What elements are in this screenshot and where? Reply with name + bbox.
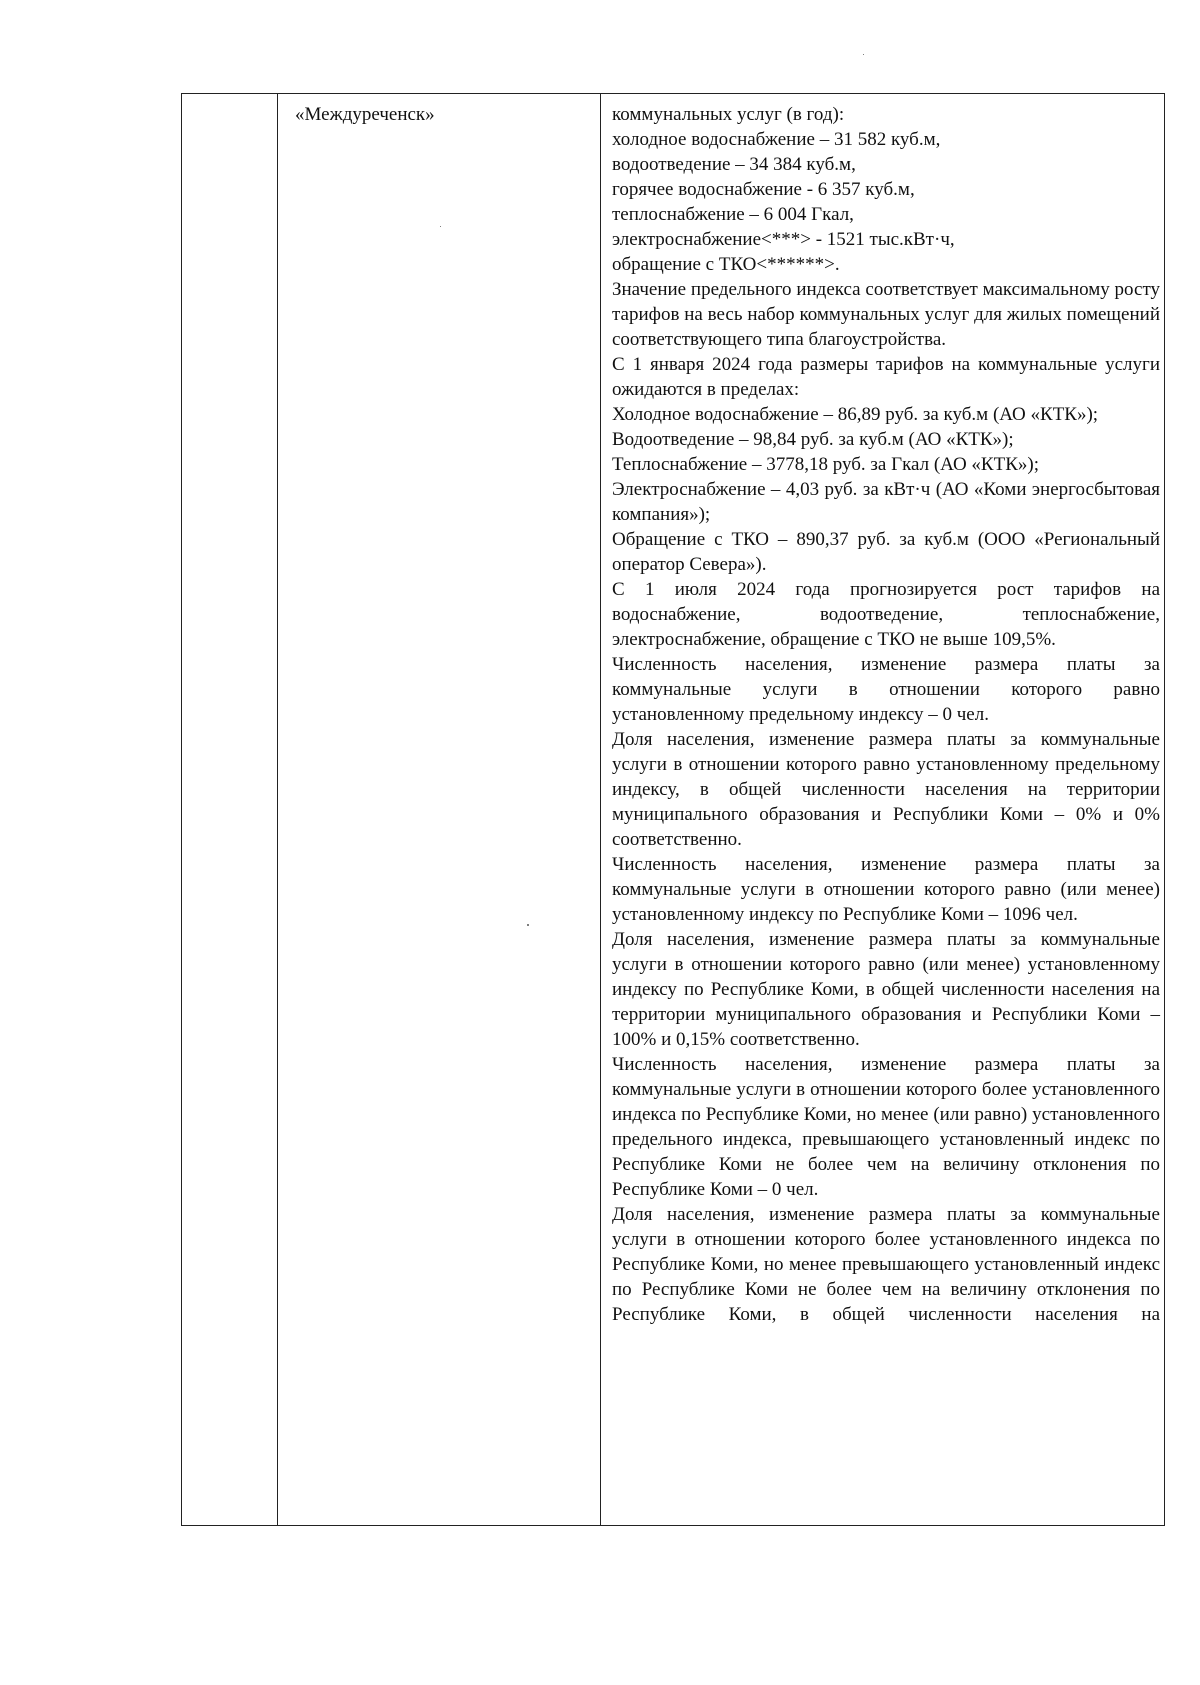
paragraph: Численность населения, изменение размера платы за коммунальные услуги в отношении которого равно (или менее) установленному индексу по Республике Коми – 1096 чел. <box>612 854 1160 925</box>
tariff-description-cell <box>612 102 1160 1327</box>
paragraph: Обращение с ТКО – 890,37 руб. за куб.м (ООО «Региональный оператор Севера»). <box>612 529 1160 575</box>
paragraph: Холодное водоснабжение – 86,89 руб. за куб.м (АО «КТК»); <box>612 404 1099 425</box>
paragraph: Электроснабжение – 4,03 руб. за кВт·ч (АО «Коми энергосбытовая компания»); <box>612 479 1160 525</box>
paragraph: Численность населения, изменение размера платы за коммунальные услуги в отношении которого более установленного индекса по Республике Коми, но менее (или равно) установленного предельного индекса, превышающего установленный индекс по Республике Коми не более чем на величину отклонения по Республике Коми – 0 чел. <box>612 1054 1160 1200</box>
volume-line: обращение с ТКО<******>. <box>612 254 840 275</box>
paragraph: Значение предельного индекса соответствует максимальному росту тарифов на весь набор коммунальных услуг для жилых помещений соответствующего типа благоустройства. <box>612 279 1160 350</box>
volume-line: электроснабжение<***> - 1521 тыс.кВт·ч, <box>612 229 955 250</box>
paragraph: Теплоснабжение – 3778,18 руб. за Гкал (АО «КТК»); <box>612 454 1039 475</box>
paragraph: Доля населения, изменение размера платы за коммунальные услуги в отношении которого более установленного индекса по Республике Коми, но менее превышающего установленный индекс по Республике Коми не более чем на величину отклонения по Республике Коми, в общей численности населения на <box>612 1204 1160 1325</box>
paragraph: Водоотведение – 98,84 руб. за куб.м (АО «КТК»); <box>612 429 1014 450</box>
column-divider <box>600 94 601 1525</box>
paragraph: Численность населения, изменение размера платы за коммунальные услуги в отношении которого равно установленному предельному индексу – 0 чел. <box>612 654 1160 725</box>
volume-line: теплоснабжение – 6 004 Гкал, <box>612 204 854 225</box>
scan-speck <box>863 54 864 55</box>
paragraph: С 1 июля 2024 года прогнозируется рост тарифов на водоснабжение, водоотведение, теплоснабжение, электроснабжение, обращение с ТКО не выше 109,5%. <box>612 579 1160 650</box>
volume-line: холодное водоснабжение – 31 582 куб.м, <box>612 129 941 150</box>
municipality-cell: «Междуреченск» <box>295 104 435 125</box>
volume-line: горячее водоснабжение - 6 357 куб.м, <box>612 179 915 200</box>
volume-line: водоотведение – 34 384 куб.м, <box>612 154 856 175</box>
document-table <box>181 93 1165 1526</box>
paragraph: Доля населения, изменение размера платы за коммунальные услуги в отношении которого равно установленному предельному индексу, в общей численности населения на территории муниципального образования и Республики Коми – 0% и 0% соответственно. <box>612 729 1160 850</box>
volume-line: коммунальных услуг (в год): <box>612 104 845 125</box>
column-divider <box>277 94 278 1525</box>
paragraph: С 1 января 2024 года размеры тарифов на коммунальные услуги ожидаются в пределах: <box>612 354 1160 400</box>
paragraph: Доля населения, изменение размера платы за коммунальные услуги в отношении которого равно (или менее) установленному индексу по Республике Коми, в общей численности населения на территории муниципального образования и Республики Коми – 100% и 0,15% соответственно. <box>612 929 1160 1050</box>
